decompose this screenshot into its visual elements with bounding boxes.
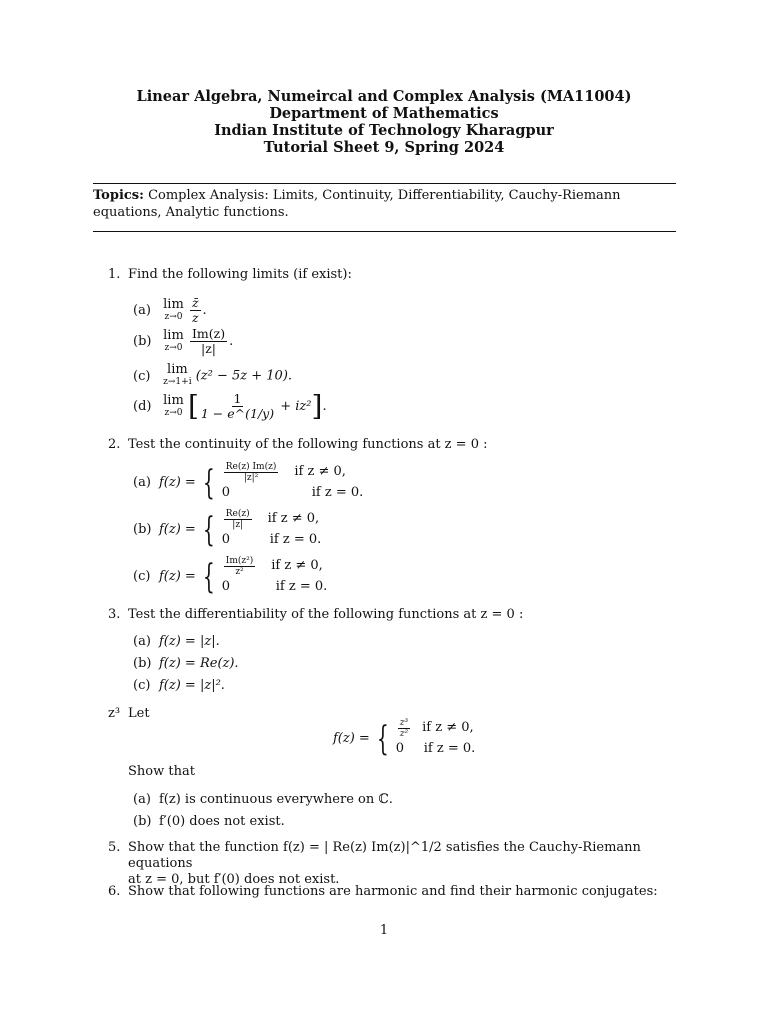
q1-part-a: (a) lim z→0 $\frac{z̄}{z}$ .: [133, 295, 207, 325]
q3-number: 3.: [108, 607, 121, 622]
q1-part-c: (c) lim z→1+i (z² − 5z + 10).: [133, 362, 293, 387]
q5-text: Show that the function f(z) = | Re(z) Im(z)|^1/2 satisfies the Cauchy-Riemann equations at z = 0, but f′(0) does not exist.: [128, 840, 641, 887]
q2-part-c: (c) f(z) = { $\frac{\text{Im(z²)}}{\text{z²}}$ if z ≠ 0, 0 if z = 0.: [133, 556, 328, 597]
institute-name: Indian Institute of Technology Kharagpur: [214, 122, 554, 139]
q2-part-b: (b) f(z) = { $\frac{Re(z)}{|z|}$ if z ≠ 0, 0 if z = 0.: [133, 509, 322, 550]
q3-part-b: (b) f(z) = Re(z).: [133, 656, 239, 671]
q3-text: Test the differentiability of the following functions at z = 0 :: [128, 607, 524, 622]
q2-number: 2.: [108, 437, 121, 452]
q2-part-a: (a) f(z) = { $\frac{Re(z) Im(z)}{\text{|z|²}}$ if z ≠ 0, 0 if z = 0.: [133, 462, 364, 503]
department-name: Department of Mathematics: [269, 105, 499, 122]
q1-text: Find the following limits (if exist):: [128, 267, 352, 282]
q2-text: Test the continuity of the following functions at z = 0 :: [128, 437, 488, 452]
q3-part-c: (c) f(z) = |z|².: [133, 678, 225, 693]
topics-text: Complex Analysis: Limits, Continuity, Differentiability, Cauchy-Riemann equations, Analytic functions.: [93, 188, 621, 220]
q4-part-b: (b) f′(0) does not exist.: [133, 814, 285, 829]
sheet-title: Tutorial Sheet 9, Spring 2024: [263, 139, 505, 156]
q1-part-b: (b) lim z→0 $\frac{Im(z)}{|z|}$ .: [133, 326, 234, 356]
q3-part-a: (a) f(z) = |z|.: [133, 634, 220, 649]
document-header: [0, 88, 768, 156]
q4-definition: f(z) = { $\frac{\text{z³}}{\text{z²}}$ if z ≠ 0, 0 if z = 0.: [333, 718, 476, 759]
topics-label: Topics:: [93, 188, 144, 203]
page-number: 1: [379, 923, 389, 938]
topics-block: [93, 187, 676, 221]
q5-number: 5.: [108, 840, 121, 855]
q4-number: z³: [108, 706, 121, 721]
course-title: Linear Algebra, Numeircal and Complex Analysis (MA11004): [136, 88, 632, 105]
q4-part-a: (a) f(z) is continuous everywhere on ℂ.: [133, 792, 393, 807]
q4-show-that: Show that: [128, 764, 195, 779]
q6-text: Show that following functions are harmonic and find their harmonic conjugates:: [128, 884, 658, 899]
bottom-divider: [93, 231, 676, 232]
q6-number: 6.: [108, 884, 121, 899]
q4-text: Let: [128, 706, 150, 721]
q1-number: 1.: [108, 267, 121, 282]
q1-part-d: (d) lim z→0 [ $\frac{1}{1 - e\^{}(1/y)}$ + iz²].: [133, 389, 327, 423]
top-divider: [93, 183, 676, 184]
